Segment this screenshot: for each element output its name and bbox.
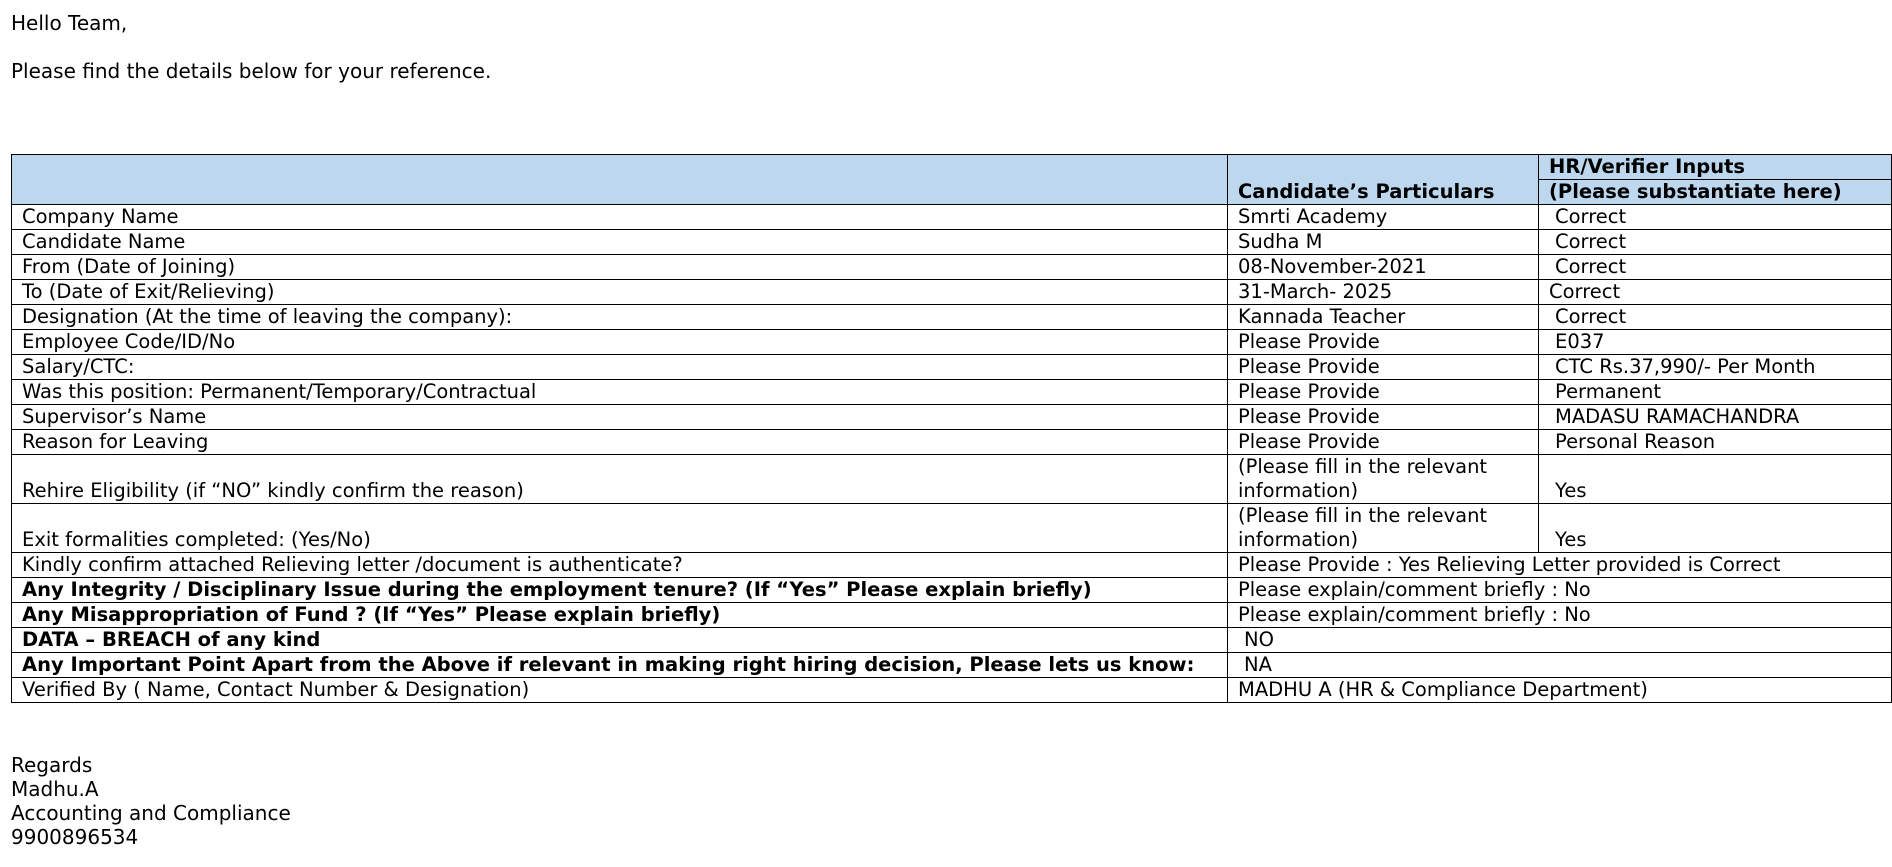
row-value: Please explain/comment briefly : No xyxy=(1228,603,1892,628)
table-row xyxy=(12,455,1892,504)
table-row xyxy=(12,205,1892,230)
table-row xyxy=(12,355,1892,380)
row-candidate: (Please fill in the relevant information) xyxy=(1228,455,1539,504)
row-candidate: Sudha M xyxy=(1228,230,1539,255)
header-col-field xyxy=(12,155,1228,205)
row-candidate: 31-March- 2025 xyxy=(1228,280,1539,305)
table-row xyxy=(12,280,1892,305)
row-candidate: Please Provide xyxy=(1228,355,1539,380)
table-row xyxy=(12,678,1892,703)
row-hr: E037 xyxy=(1539,330,1892,355)
row-value: Please explain/comment briefly : No xyxy=(1228,578,1892,603)
row-candidate: Please Provide xyxy=(1228,405,1539,430)
header-col-candidate: Candidate’s Particulars xyxy=(1228,155,1539,205)
table-row xyxy=(12,255,1892,280)
row-label: DATA – BREACH of any kind xyxy=(12,628,1228,653)
table-row xyxy=(12,628,1892,653)
verification-table xyxy=(11,154,1892,703)
row-value: NA xyxy=(1228,653,1892,678)
table-row xyxy=(12,603,1892,628)
row-candidate: Smrti Academy xyxy=(1228,205,1539,230)
row-candidate: Please Provide xyxy=(1228,330,1539,355)
row-hr: Personal Reason xyxy=(1539,430,1892,455)
table-row xyxy=(12,430,1892,455)
row-label: Any Integrity / Disciplinary Issue during the employment tenure? (If “Yes” Please explain briefly) xyxy=(12,578,1228,603)
header-hr-line1: HR/Verifier Inputs xyxy=(1539,155,1891,180)
row-label: To (Date of Exit/Relieving) xyxy=(12,280,1228,305)
row-hr: Correct xyxy=(1539,230,1892,255)
row-hr: Correct xyxy=(1539,280,1892,305)
row-value: NO xyxy=(1228,628,1892,653)
signature-name: Madhu.A xyxy=(11,777,99,801)
row-candidate: (Please fill in the relevant information) xyxy=(1228,504,1539,553)
row-hr: Yes xyxy=(1539,455,1892,504)
row-value: MADHU A (HR & Compliance Department) xyxy=(1228,678,1892,703)
row-label: Candidate Name xyxy=(12,230,1228,255)
row-hr: Yes xyxy=(1539,504,1892,553)
row-hr: CTC Rs.37,990/- Per Month xyxy=(1539,355,1892,380)
row-value: Please Provide : Yes Relieving Letter provided is Correct xyxy=(1228,553,1892,578)
row-label: Any Important Point Apart from the Above if relevant in making right hiring decision, Please lets us know: xyxy=(12,653,1228,678)
table-row xyxy=(12,405,1892,430)
row-hr: MADASU RAMACHANDRA xyxy=(1539,405,1892,430)
row-label: From (Date of Joining) xyxy=(12,255,1228,280)
row-label: Designation (At the time of leaving the company): xyxy=(12,305,1228,330)
row-hr: Permanent xyxy=(1539,380,1892,405)
signature-phone: 9900896534 xyxy=(11,825,139,849)
row-label: Supervisor’s Name xyxy=(12,405,1228,430)
table-row xyxy=(12,330,1892,355)
row-label: Rehire Eligibility (if “NO” kindly confirm the reason) xyxy=(12,455,1228,504)
row-label: Reason for Leaving xyxy=(12,430,1228,455)
row-label: Was this position: Permanent/Temporary/Contractual xyxy=(12,380,1228,405)
row-label: Employee Code/ID/No xyxy=(12,330,1228,355)
row-label: Company Name xyxy=(12,205,1228,230)
table-header xyxy=(12,155,1892,205)
header-hr-line2: (Please substantiate here) xyxy=(1549,180,1842,203)
row-candidate: Please Provide xyxy=(1228,430,1539,455)
row-hr: Correct xyxy=(1539,255,1892,280)
greeting: Hello Team, xyxy=(11,11,128,35)
table-row xyxy=(12,653,1892,678)
row-hr: Correct xyxy=(1539,205,1892,230)
table-row xyxy=(12,380,1892,405)
row-hr: Correct xyxy=(1539,305,1892,330)
intro-text: Please find the details below for your reference. xyxy=(11,59,492,83)
row-candidate: 08-November-2021 xyxy=(1228,255,1539,280)
table-row xyxy=(12,305,1892,330)
table-row xyxy=(12,504,1892,553)
signature-closing: Regards xyxy=(11,753,93,777)
row-label: Salary/CTC: xyxy=(12,355,1228,380)
table-row xyxy=(12,578,1892,603)
row-candidate: Please Provide xyxy=(1228,380,1539,405)
row-label: Exit formalities completed: (Yes/No) xyxy=(12,504,1228,553)
signature-block xyxy=(11,753,291,849)
row-label: Verified By ( Name, Contact Number & Designation) xyxy=(12,678,1228,703)
signature-department: Accounting and Compliance xyxy=(11,801,291,825)
table-row xyxy=(12,230,1892,255)
row-label: Any Misappropriation of Fund ? (If “Yes” Please explain briefly) xyxy=(12,603,1228,628)
row-label: Kindly confirm attached Relieving letter /document is authenticate? xyxy=(12,553,1228,578)
row-candidate: Kannada Teacher xyxy=(1228,305,1539,330)
header-col-hr xyxy=(1539,155,1892,205)
table-row xyxy=(12,553,1892,578)
